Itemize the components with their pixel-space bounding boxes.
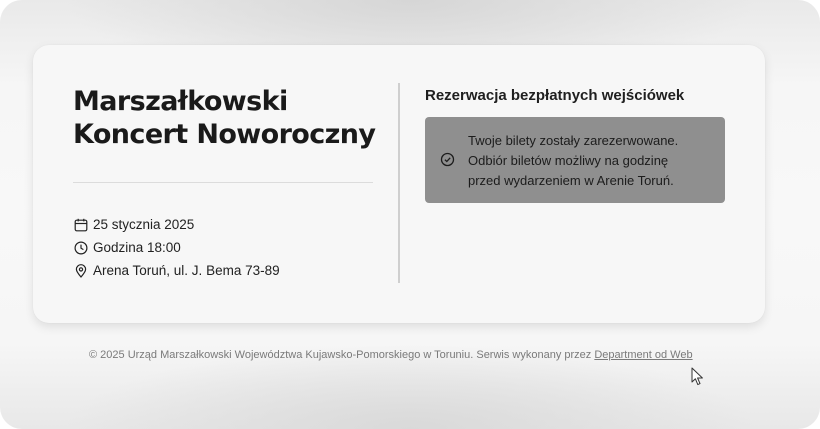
event-location	[74, 263, 280, 278]
event-card	[33, 45, 765, 323]
clock-icon	[74, 241, 88, 255]
mouse-cursor-icon	[691, 367, 704, 386]
calendar-icon	[74, 218, 88, 232]
event-title-line2: Koncert Noworoczny	[73, 119, 376, 150]
vertical-divider	[398, 83, 400, 283]
notice-line-1: Twoje bilety zostały zarezerwowane.	[468, 133, 679, 148]
notice-line-3: przed wydarzeniem w Arenie Toruń.	[468, 173, 674, 188]
reservation-success-notice	[425, 117, 725, 203]
footer	[89, 349, 693, 361]
location-pin-icon	[74, 264, 88, 278]
event-date-text: 25 stycznia 2025	[93, 217, 195, 232]
event-date	[74, 217, 194, 232]
event-location-text: Arena Toruń, ul. J. Bema 73-89	[93, 263, 280, 278]
title-separator	[73, 182, 373, 183]
event-time-text: Godzina 18:00	[93, 240, 181, 255]
footer-copyright: © 2025 Urząd Marszałkowski Województwa Kujawsko-Pomorskiego w Toruniu. Serwis wykonany przez	[89, 349, 595, 361]
event-time	[74, 240, 181, 255]
check-circle-icon	[440, 152, 455, 167]
footer-agency-link[interactable]: Department od Web	[594, 349, 693, 361]
notice-text	[468, 131, 718, 191]
notice-line-2: Odbiór biletów możliwy na godzinę	[468, 153, 669, 168]
event-title-line1: Marszałkowski	[73, 86, 288, 117]
reservation-heading: Rezerwacja bezpłatnych wejściówek	[425, 87, 685, 104]
event-title	[73, 85, 393, 151]
